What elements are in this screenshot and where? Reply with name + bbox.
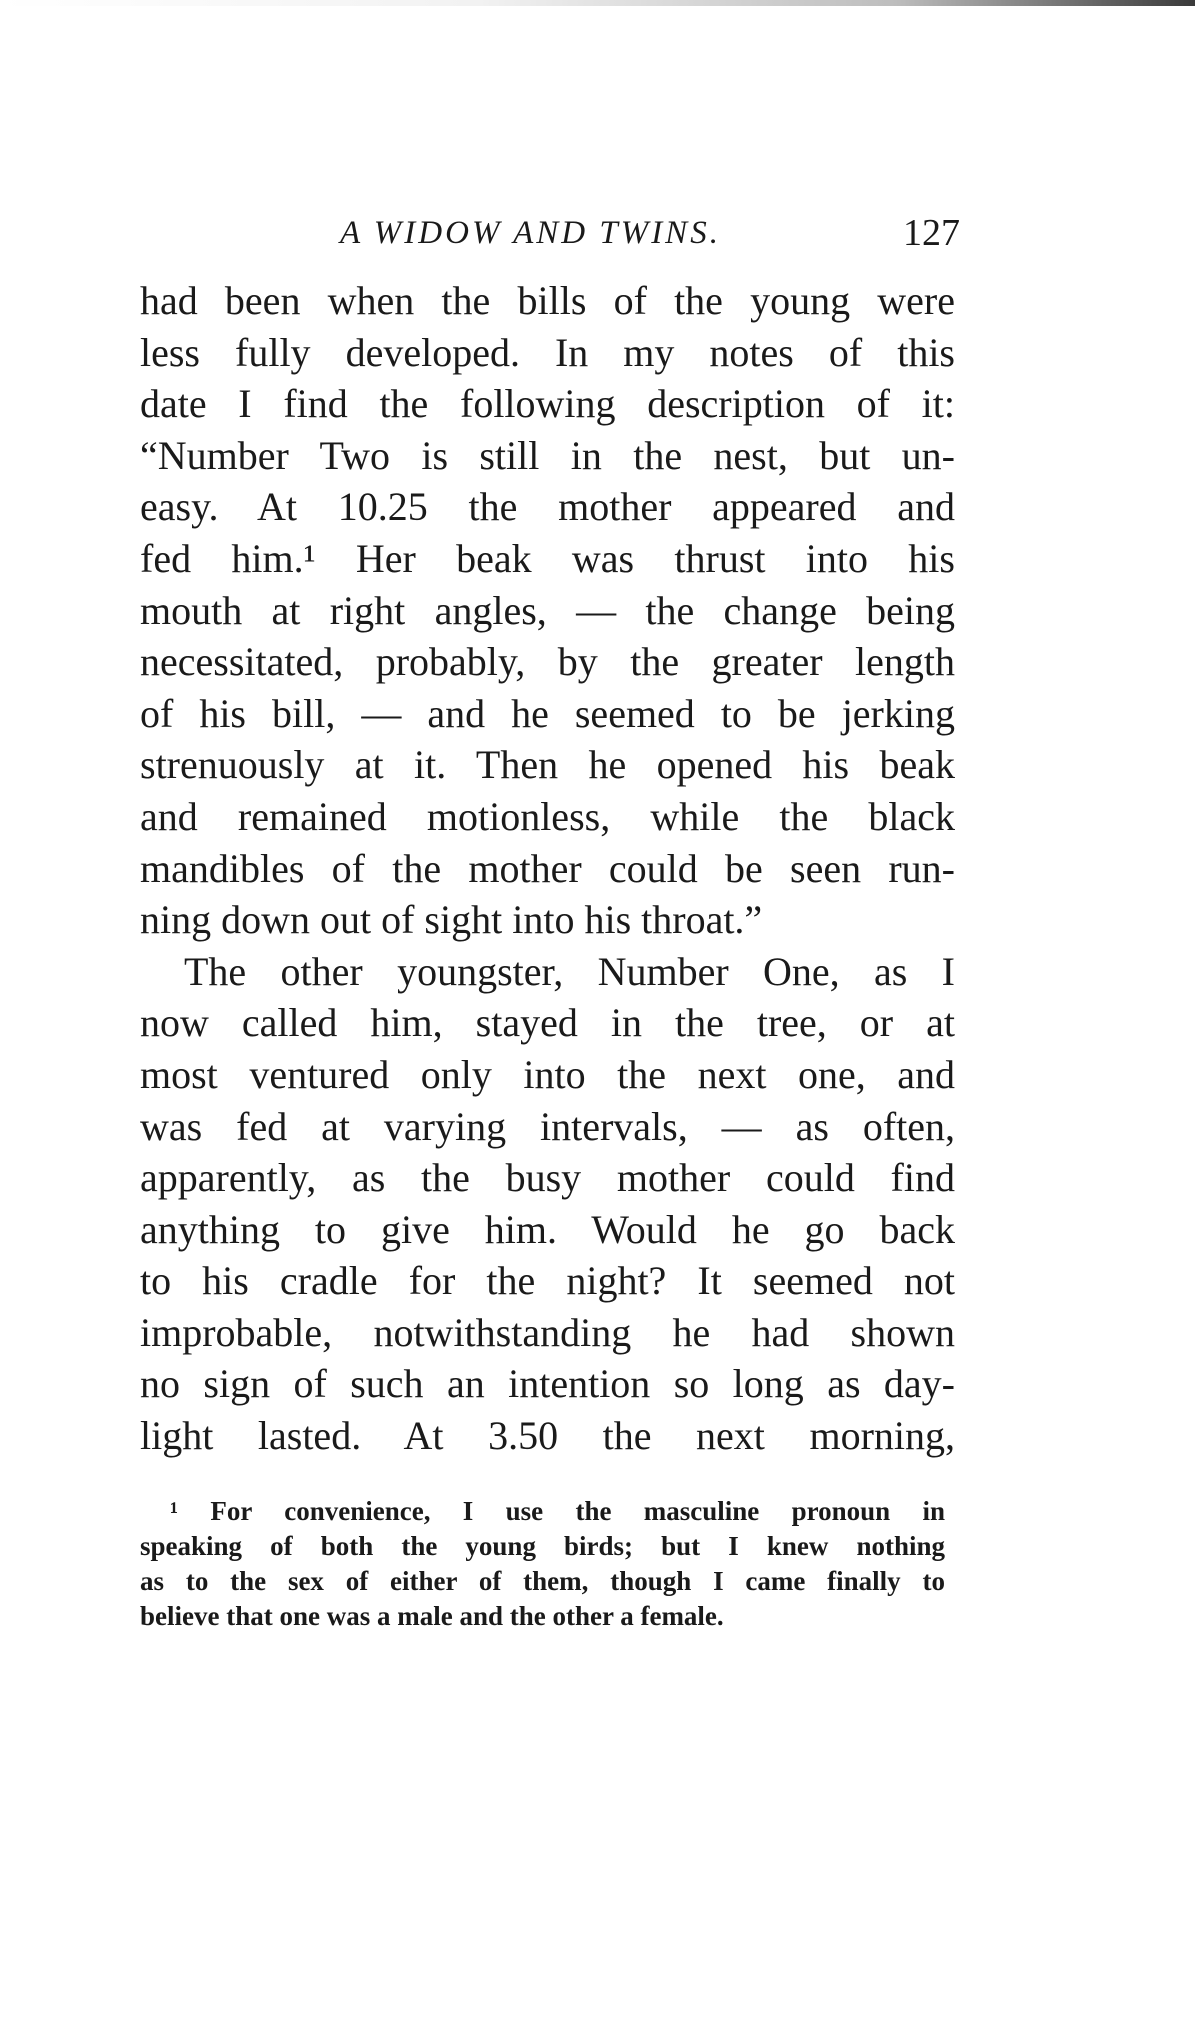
body-text xyxy=(140,275,955,1462)
page-number: 127 xyxy=(903,212,960,254)
body-line: The other youngster, Number One, as I xyxy=(184,948,955,994)
body-line: ning down out of sight into his throat.” xyxy=(140,897,763,943)
body-line: apparently, as the busy mother could find xyxy=(140,1155,955,1201)
body-line: had been when the bills of the young were xyxy=(140,278,955,323)
body-line: mandibles of the mother could be seen run- xyxy=(140,845,955,891)
body-line: and remained motionless, while the black xyxy=(140,793,955,839)
body-line: fed him.¹ Her beak was thrust into his xyxy=(140,535,955,581)
running-head: A WIDOW AND TWINS. xyxy=(340,215,721,251)
body-line: “Number Two is still in the nest, but un- xyxy=(140,432,955,478)
body-line: date I find the following description of it: xyxy=(140,381,955,427)
body-line: mouth at right angles, — the change being xyxy=(140,587,955,633)
body-line: anything to give him. Would he go back xyxy=(140,1206,955,1252)
body-line: of his bill, — and he seemed to be jerking xyxy=(140,690,955,736)
body-line: now called him, stayed in the tree, or at xyxy=(140,1000,955,1046)
body-line: easy. At 10.25 the mother appeared and xyxy=(140,484,955,530)
body-line: most ventured only into the next one, and xyxy=(140,1051,955,1097)
footnote xyxy=(140,1494,945,1634)
body-line: light lasted. At 3.50 the next morning, xyxy=(140,1413,955,1459)
body-line: was fed at varying intervals, — as often, xyxy=(140,1103,955,1149)
footnote-line: as to the sex of either of them, though I came finally to xyxy=(140,1566,945,1596)
footnote-line: speaking of both the young birds; but I knew nothing xyxy=(140,1531,945,1561)
footnote-line: believe that one was a male and the other a female. xyxy=(140,1601,724,1631)
footnote-line: ¹ For convenience, I use the masculine pronoun in xyxy=(170,1496,945,1526)
body-line: to his cradle for the night? It seemed not xyxy=(140,1258,955,1304)
body-line: no sign of such an intention so long as day- xyxy=(140,1361,955,1407)
body-line: necessitated, probably, by the greater length xyxy=(140,639,955,685)
body-line: strenuously at it. Then he opened his beak xyxy=(140,742,955,788)
body-line: improbable, notwithstanding he had shown xyxy=(140,1309,955,1355)
page-header xyxy=(140,208,960,258)
page-edge-shadow xyxy=(0,0,1195,6)
body-line: less fully developed. In my notes of this xyxy=(140,329,955,375)
